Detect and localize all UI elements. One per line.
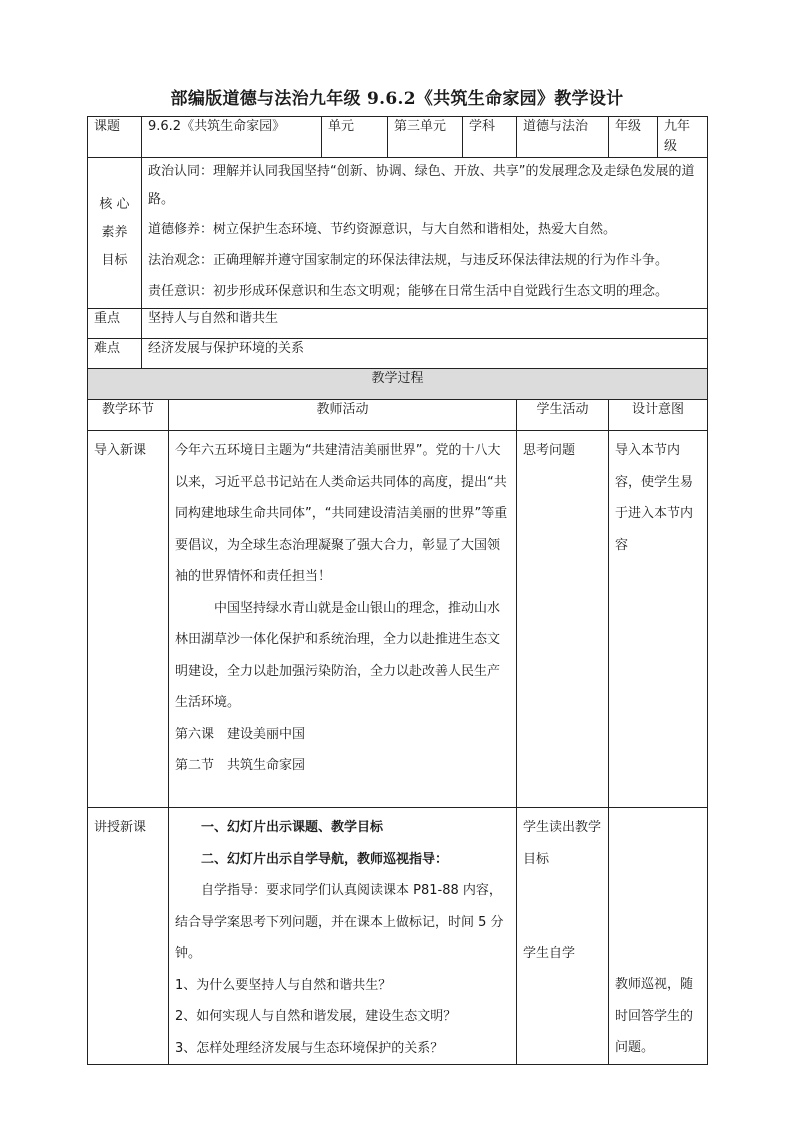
lecture-stage-label: 讲授新课 bbox=[94, 820, 147, 835]
lesson-plan-table bbox=[87, 116, 708, 1065]
key-point-label: 重点 bbox=[88, 309, 142, 339]
goals-row bbox=[88, 158, 708, 309]
intro-intent bbox=[609, 431, 708, 808]
unit-value: 第三单元 bbox=[388, 117, 463, 158]
goals-label-line-1: 核 心 bbox=[99, 197, 130, 212]
lecture-intent bbox=[609, 808, 708, 1065]
col-stage: 教学环节 bbox=[88, 400, 169, 431]
intro-student bbox=[517, 431, 609, 808]
lecture-student bbox=[517, 808, 609, 1065]
goals-label bbox=[88, 158, 142, 309]
intro-stage-label: 导入新课 bbox=[94, 443, 147, 458]
document-title: 部编版道德与法治九年级 9.6.2《共筑生命家园》教学设计 bbox=[170, 89, 624, 109]
difficulty-row bbox=[88, 339, 708, 369]
intro-row bbox=[88, 431, 708, 808]
goals-label-line-2: 素养 bbox=[101, 225, 128, 240]
goals-label-line-3: 目标 bbox=[101, 253, 128, 268]
goal-political: 政治认同：理解并认同我国坚持“创新、协调、绿色、开放、共享”的发展理念及走绿色发展的道路。 bbox=[148, 164, 695, 207]
lecture-teacher-p1: 一、幻灯片出示课题、教学目标 bbox=[201, 820, 384, 835]
lecture-student-1: 学生读出教学目标 bbox=[523, 820, 602, 867]
intro-teacher-p1: 今年六五环境日主题为“共建清洁美丽世界”。党的十八大以来，习近平总书记站在人类命运共同体的高度，提出“共同构建地球生命共同体”，“共同建设清洁美丽的世界”等重要倡议，为全球生态治理凝聚了强大合力，彰显了大国领袖的世界情怀和责任担当！ bbox=[175, 443, 508, 584]
intro-stage bbox=[88, 431, 169, 808]
intro-teacher-p4: 第二节 共筑生命家园 bbox=[175, 758, 306, 773]
process-columns-row bbox=[88, 400, 708, 431]
header-row bbox=[88, 117, 708, 158]
subject-label: 学科 bbox=[463, 117, 517, 158]
lecture-question-2: 2、如何实现人与自然和谐发展，建设生态文明？ bbox=[175, 1009, 457, 1024]
grade-label: 年级 bbox=[609, 117, 658, 158]
lecture-question-1: 1、为什么要坚持人与自然和谐共生？ bbox=[175, 977, 392, 993]
goals-content bbox=[142, 158, 708, 309]
lecture-student-2: 学生自学 bbox=[523, 946, 576, 961]
intro-teacher-p2: 中国坚持绿水青山就是金山银山的理念，推动山水林田湖草沙一体化保护和系统治理，全力以赴推进生态文明建设，全力以赴加强污染防治，全力以赴改善人民生产生活环境。 bbox=[175, 600, 501, 710]
col-teacher: 教师活动 bbox=[169, 400, 517, 431]
lecture-intent-text: 教师巡视，随时回答学生的问题。 bbox=[615, 977, 694, 1055]
goal-responsibility: 责任意识：初步形成环保意识和生态文明观；能够在日常生活中自觉践行生态文明的理念。 bbox=[148, 284, 669, 299]
lecture-teacher-p2: 二、幻灯片出示自学导航，教师巡视指导： bbox=[201, 851, 449, 867]
process-heading: 教学过程 bbox=[88, 369, 708, 400]
key-point-value: 坚持人与自然和谐共生 bbox=[142, 309, 708, 339]
process-heading-row bbox=[88, 369, 708, 400]
difficulty-label: 难点 bbox=[88, 339, 142, 369]
intro-student-text: 思考问题 bbox=[523, 443, 576, 458]
intro-teacher-p3: 第六课 建设美丽中国 bbox=[175, 726, 306, 742]
lecture-teacher-p3: 自学指导：要求同学们认真阅读课本 P81-88 内容，结合导学案思考下列问题，并在课本上做标记，时间 5 分钟。 bbox=[175, 883, 504, 961]
difficulty-value: 经济发展与保护环境的关系 bbox=[142, 339, 708, 369]
lecture-stage bbox=[88, 808, 169, 1065]
col-intent: 设计意图 bbox=[609, 400, 708, 431]
lecture-question-3: 3、怎样处理经济发展与生态环境保护的关系？ bbox=[175, 1040, 444, 1056]
lecture-row bbox=[88, 808, 708, 1065]
goal-moral: 道德修养：树立保护生态环境、节约资源意识，与大自然和谐相处，热爱大自然。 bbox=[148, 222, 617, 237]
intro-teacher bbox=[169, 431, 517, 808]
col-student: 学生活动 bbox=[517, 400, 609, 431]
course-value: 9.6.2《共筑生命家园》 bbox=[142, 117, 322, 158]
unit-label: 单元 bbox=[322, 117, 388, 158]
intro-intent-text: 导入本节内容，使学生易于进入本节内容 bbox=[615, 443, 694, 553]
goal-legal: 法治观念：正确理解并遵守国家制定的环保法律法规，与违反环保法律法规的行为作斗争。 bbox=[148, 253, 669, 268]
lecture-intent-spacer bbox=[615, 812, 701, 969]
lecture-student-spacer bbox=[523, 875, 602, 938]
key-point-row bbox=[88, 309, 708, 339]
course-label: 课题 bbox=[88, 117, 142, 158]
lecture-teacher bbox=[169, 808, 517, 1065]
subject-value: 道德与法治 bbox=[517, 117, 609, 158]
grade-value: 九年级 bbox=[658, 117, 708, 158]
